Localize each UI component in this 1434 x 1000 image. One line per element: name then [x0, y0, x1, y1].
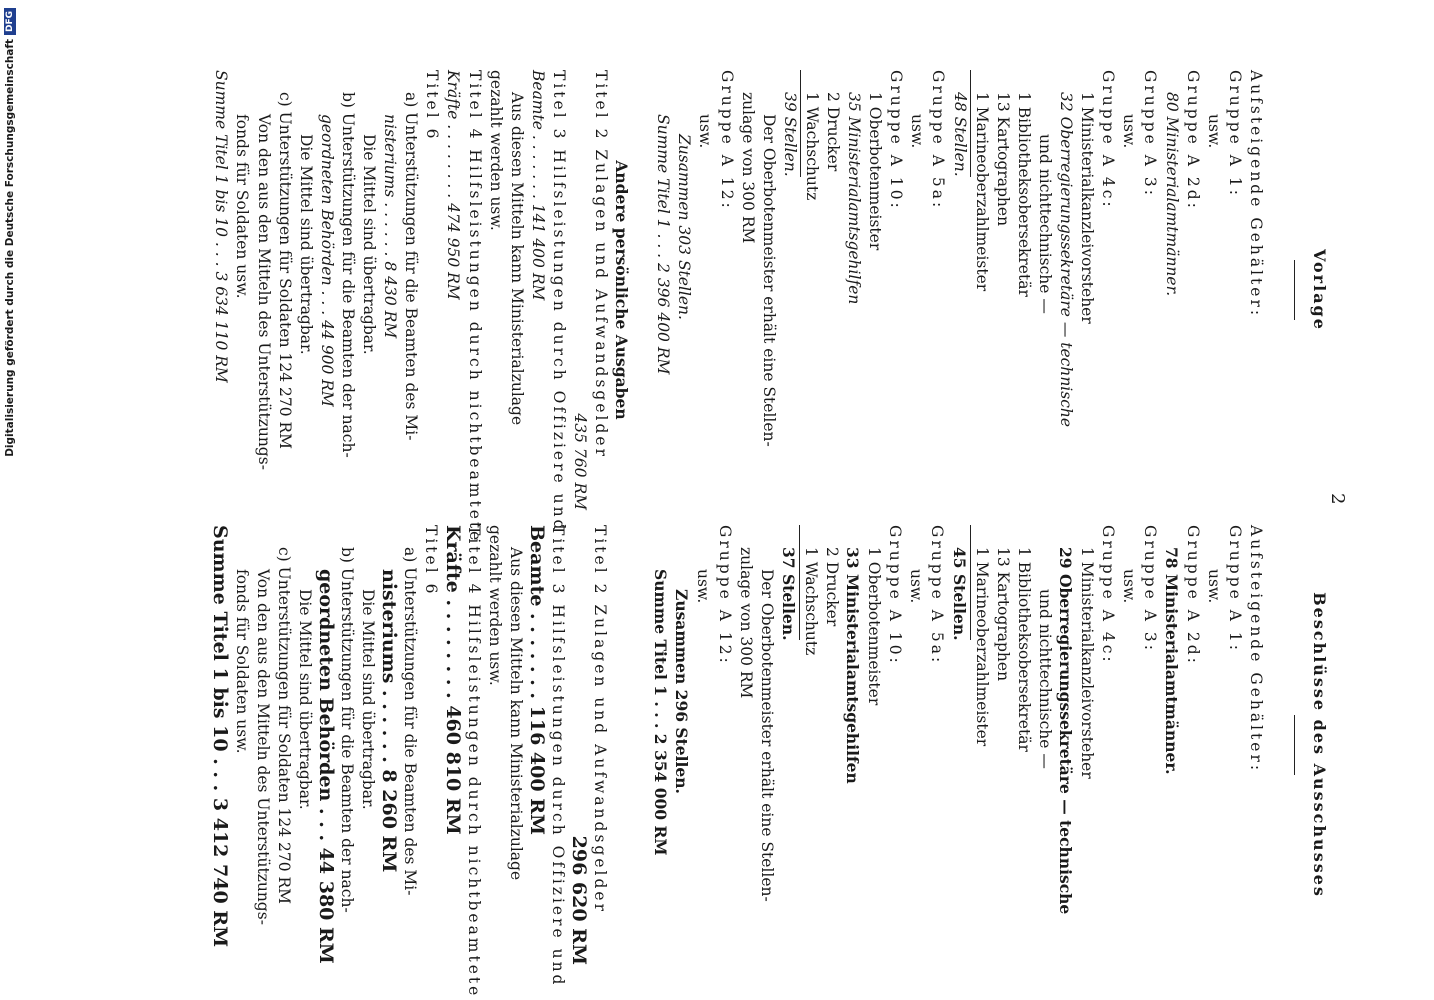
left-text-line: Gruppe A 10: — [887, 70, 906, 211]
left-text-line: 35 Ministerialamtsgehilfen — [845, 92, 864, 305]
left-text-line: Aus diesen Mitteln kann Ministerialzulage — [507, 92, 526, 426]
right-text-line: Gruppe A 2d: — [1183, 525, 1202, 666]
right-lines — [209, 525, 1266, 999]
left-text-line: Gruppe A 3: — [1141, 70, 1160, 198]
left-text-line: 1 Wachschutz — [802, 92, 821, 201]
left-text-line: Gruppe A 5a: — [929, 70, 948, 211]
left-text-line: und nichttechnische — — [1035, 134, 1054, 314]
left-text-line: Titel 3 Hilfsleistungen durch Offiziere und — [549, 70, 568, 533]
left-column-vorlage — [210, 70, 1330, 544]
right-text-line: 1 Wachschutz — [801, 547, 820, 656]
right-text-line: Gruppe A 5a: — [928, 525, 947, 666]
left-text-line: Summe Titel 1 . . . 2 396 400 RM — [654, 114, 673, 375]
right-text-line: Titel 3 Hilfsleistungen durch Offiziere und — [549, 525, 567, 988]
right-column-beschluesse — [209, 525, 1330, 999]
left-text-line: geordneten Behörden . . . 44 900 RM — [317, 114, 336, 407]
right-text-line: 2 Drucker — [823, 547, 842, 627]
right-text-line: 13 Kartographen — [993, 547, 1012, 682]
dfg-logo: DFG — [4, 8, 16, 35]
left-text-line: Andere persönliche Ausgaben — [612, 160, 632, 420]
left-text-line: 2 Drucker — [824, 92, 843, 172]
left-text-line: Zusammen 303 Stellen. — [675, 134, 694, 320]
right-text-line — [610, 525, 630, 965]
right-text-line: Kräfte . . . . . . . . 460 810 RM — [441, 525, 464, 835]
left-text-line: gezahlt werden usw. — [486, 70, 505, 231]
left-text-line: Gruppe A 4c: — [1099, 70, 1118, 210]
left-text-line: usw. — [1120, 114, 1139, 149]
right-text-line: usw. — [1204, 569, 1223, 604]
right-text-line: Zusammen 296 Stellen. — [672, 589, 692, 794]
left-text-line: 32 Oberregierungssekretäre — technische — [1057, 92, 1076, 428]
right-heading: Beschlüsse des Ausschusses — [1310, 592, 1329, 898]
left-text-line: usw. — [1204, 114, 1223, 149]
left-text-line: Von den aus den Mitteln des Unterstützungs- — [254, 114, 273, 470]
right-text-line: geordneten Behörden . . . 44 380 RM — [314, 569, 337, 964]
right-text-line: Der Oberbotenmeister erhält eine Stellen- — [757, 569, 776, 902]
left-text-line: 1 Marineoberzahlmeister — [972, 92, 991, 292]
right-text-line: Summe Titel 1 . . . 2 354 000 RM — [651, 569, 671, 856]
right-text-line: und nichttechnische — — [1035, 589, 1054, 769]
right-text-line: 1 Bibliotheksobersekretär — [1014, 547, 1033, 752]
left-text-line: zulage von 300 RM — [738, 92, 757, 244]
right-text-line: Gruppe A 4c: — [1099, 525, 1118, 665]
right-text-line: nisteriums . . . . . . 8 260 RM — [378, 569, 401, 873]
left-text-line: Titel 4 Hilfsleistungen durch nichtbeamtete — [465, 70, 484, 544]
left-text-line: Aufsteigende Gehälter: — [1246, 70, 1265, 319]
right-text-line: Titel 4 Hilfsleistungen durch nichtbeamtete — [464, 525, 483, 999]
footer-text: Digitalisierung gefördert durch die Deutsche Forschungsgemeinschaft — [4, 39, 16, 457]
right-text-line — [630, 525, 650, 965]
right-text-line: 296 620 RM — [568, 835, 591, 965]
right-text-line: usw. — [694, 569, 713, 604]
left-text-line: nisteriums . . . . . . 8 430 RM — [381, 114, 400, 339]
left-text-line: Gruppe A 2d: — [1183, 70, 1202, 211]
dfg-footer — [0, 0, 20, 1000]
right-text-line: 45 Stellen. — [949, 525, 971, 640]
left-text-line: fonds für Soldaten usw. — [233, 114, 252, 299]
right-text-line: usw. — [1120, 569, 1139, 604]
left-text-line: 435 760 RM — [571, 413, 589, 510]
right-text-line: 1 Marineoberzahlmeister — [972, 547, 991, 747]
right-text-line: 78 Ministerialamtmänner. — [1161, 547, 1181, 775]
left-text-line: Titel 2 Zulagen und Aufwandsgelder — [592, 70, 611, 459]
right-text-line: Von den aus den Mitteln des Unterstützungs- — [253, 569, 272, 925]
left-text-line: a) Unterstützungen für die Beamten des Mi- — [402, 92, 421, 441]
right-text-line: 37 Stellen. — [778, 525, 800, 640]
left-text-line — [632, 70, 652, 510]
left-text-line: 1 Oberbotenmeister — [866, 92, 885, 251]
right-text-line: Beamte . . . . . . . 116 400 RM — [525, 525, 548, 836]
right-text-line: usw. — [907, 569, 926, 604]
left-text-line: Die Mittel sind übertragbar. — [296, 134, 315, 355]
right-text-line: Die Mittel sind übertragbar. — [359, 589, 378, 810]
right-text-line: a) Unterstützungen für die Beamten des Mi- — [401, 547, 420, 896]
heading-rule — [1294, 715, 1295, 775]
right-text-line: Gruppe A 10: — [886, 525, 905, 666]
left-text-line: 1 Ministerialkanzleivorsteher — [1078, 92, 1097, 324]
left-text-line: 1 Bibliotheksobersekretär — [1014, 92, 1033, 297]
right-text-line: Titel 2 Zulagen und Aufwandsgelder — [591, 525, 610, 914]
left-text-line: usw. — [908, 114, 927, 149]
right-text-line: Gruppe A 1: — [1225, 525, 1244, 653]
left-text-line: Titel 6 — [423, 70, 442, 142]
left-text-line: Summe Titel 1 bis 10 . . . 3 634 110 RM — [212, 70, 231, 383]
right-text-line: 33 Ministerialamtsgehilfen — [843, 547, 863, 784]
right-text-line: b) Unterstützungen für die Beamten der nach- — [338, 547, 357, 913]
left-text-line: Kräfte . . . . . . . . 474 950 RM — [444, 70, 463, 300]
right-text-line: Gruppe A 12: — [715, 525, 734, 666]
left-text-line: b) Unterstützungen für die Beamten der nach- — [338, 92, 357, 458]
page-number: 2 — [1327, 493, 1348, 505]
right-text-line: Titel 6 — [422, 525, 441, 597]
left-text-line: 39 Stellen. — [779, 70, 801, 177]
right-text-line: zulage von 300 RM — [736, 547, 755, 699]
left-text-line: c) Unterstützungen für Soldaten 124 270 RM — [275, 92, 294, 450]
left-text-line: Beamte . . . . . . . 141 400 RM — [528, 70, 547, 301]
right-text-line: c) Unterstützungen für Soldaten 124 270 RM — [274, 547, 293, 905]
right-text-line: Gruppe A 3: — [1141, 525, 1160, 653]
right-text-line: 1 Oberbotenmeister — [865, 547, 884, 706]
right-text-line: 29 Oberregierungssekretäre — technische — [1056, 547, 1076, 915]
right-text-line: 1 Ministerialkanzleivorsteher — [1078, 547, 1097, 779]
right-text-line: Aufsteigende Gehälter: — [1246, 525, 1265, 774]
left-text-line: Gruppe A 12: — [717, 70, 736, 211]
left-text-line: Der Oberbotenmeister erhält eine Stellen- — [759, 114, 778, 447]
right-text-line: Aus diesen Mitteln kann Ministerialzulage — [506, 547, 525, 881]
left-text-line: usw. — [696, 114, 715, 149]
right-text-line: fonds für Soldaten usw. — [232, 569, 251, 754]
left-heading: Vorlage — [1310, 249, 1329, 331]
heading-rule — [1294, 260, 1295, 320]
left-text-line: Die Mittel sind übertragbar. — [360, 134, 379, 355]
left-lines — [210, 70, 1266, 544]
right-text-line: Die Mittel sind übertragbar. — [295, 589, 314, 810]
left-text-line: 48 Stellen. — [949, 70, 971, 177]
left-text-line: 80 Ministerialamtmänner. — [1162, 92, 1181, 297]
right-text-line: gezahlt werden usw. — [485, 525, 504, 686]
right-text-line: Summe Titel 1 bis 10 . . . 3 412 740 RM — [209, 525, 232, 948]
left-text-line: 13 Kartographen — [993, 92, 1012, 227]
left-text-line: Gruppe A 1: — [1225, 70, 1244, 198]
